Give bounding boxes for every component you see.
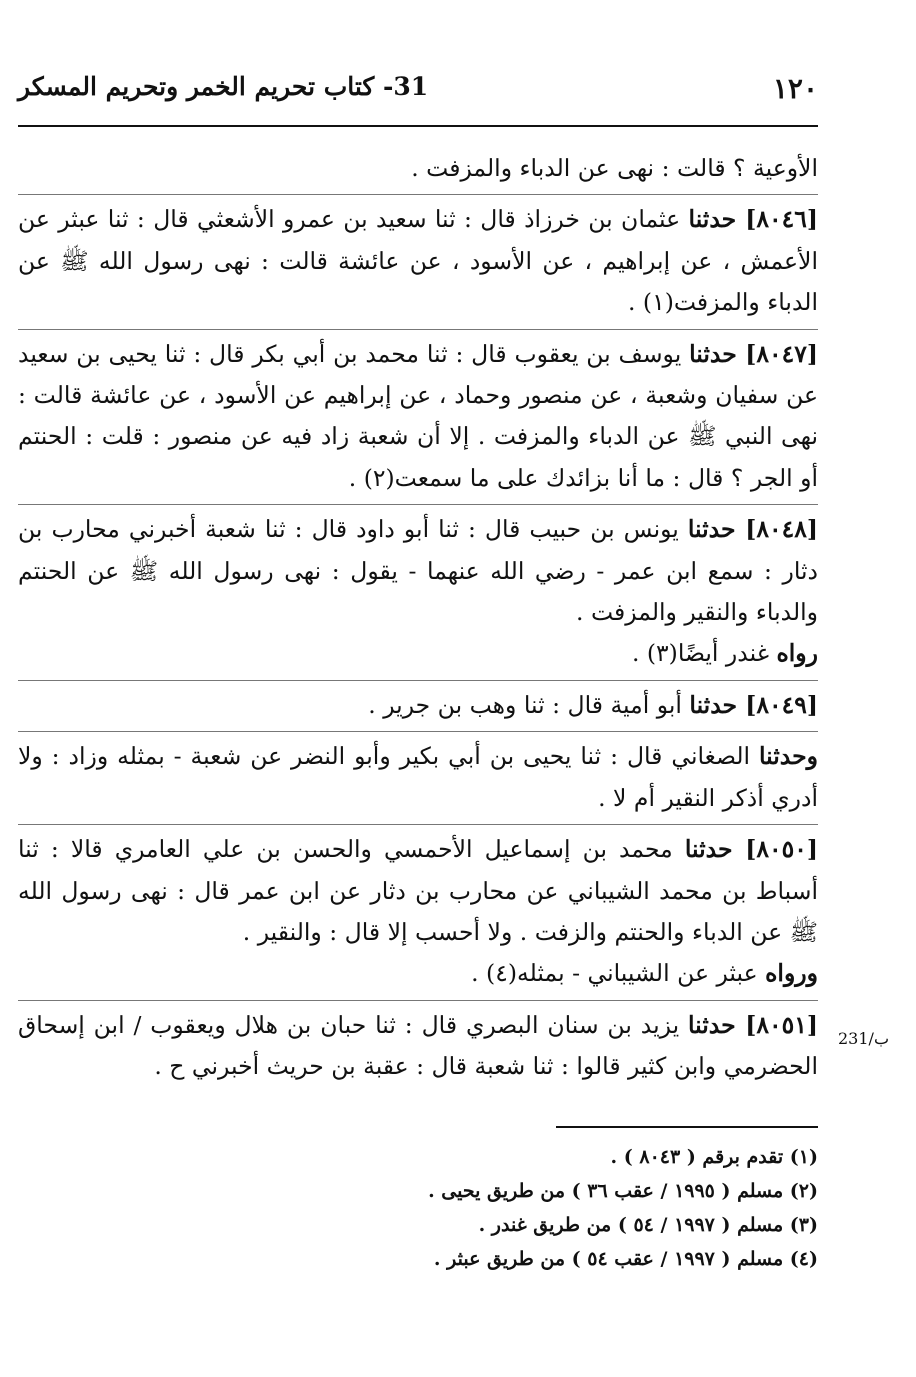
- narration-note: رواه غندر أيضًا(٣) .: [631, 639, 818, 668]
- narration-note: وحدثنا الصغاني قال : ثنا يحيى بن أبي بكير وأبو النضر عن شعبة - بمثله وزاد : ولا أدري أذكر النقير أم لا .: [18, 742, 818, 812]
- chapter-title: 31- كتاب تحريم الخمر وتحريم المسكر: [18, 72, 429, 101]
- separator: [18, 504, 818, 505]
- hadith-8050: [٨٠٥٠] حدثنا محمد بن إسماعيل الأحمسي والحسن بن علي العامري قالا : ثنا أسباط بن محمد الشيباني عن محارب بن دثار عن ابن عمر قال : نهى رسول الله ﷺ عن الدباء والحنتم والزفت . ولا أحسب إلا قال : والنقير .: [18, 835, 818, 946]
- hadith-8048: [٨٠٤٨] حدثنا يونس بن حبيب قال : ثنا أبو داود قال : ثنا شعبة أخبرني محارب بن دثار : سمع ابن عمر - رضي الله عنهما - يقول : نهى رسول الله ﷺ عن الحنتم والدباء والنقير والمزفت .: [18, 515, 818, 627]
- narration-lead: وحدثنا: [758, 742, 818, 771]
- hadith-lead: [٨٠٥١] حدثنا: [688, 1010, 818, 1039]
- footnote: (٢) مسلم ( ١٩٩٥ / عقب ٣٦ ) من طريق يحيى .: [428, 1180, 818, 1202]
- hadith-lead: [٨٠٤٩] حدثنا: [689, 690, 818, 719]
- manuscript-folio-marker: 231/ب: [838, 1029, 889, 1048]
- hadith-lead: [٨٠٥٠] حدثنا: [684, 835, 818, 864]
- header-rule: [18, 125, 818, 127]
- hadith-lead: [٨٠٤٦] حدثنا: [688, 205, 818, 234]
- hadith-8049: [٨٠٤٩] حدثنا أبو أمية قال : ثنا وهب بن جرير .: [368, 690, 818, 719]
- separator: [18, 824, 818, 825]
- narration-note: ورواه عبثر عن الشيباني - بمثله(٤) .: [471, 959, 818, 988]
- separator: [18, 1000, 818, 1001]
- hadith-lead: [٨٠٤٧] حدثنا: [689, 339, 818, 368]
- hadith-8047: [٨٠٤٧] حدثنا يوسف بن يعقوب قال : ثنا محمد بن أبي بكر قال : ثنا يحيى بن سعيد عن سفيان وشعبة ، عن منصور وحماد ، عن إبراهيم عن الأسود ، عن عائشة قالت : نهى النبي ﷺ عن الدباء والمزفت . إلا أن شعبة زاد فيه عن منصور : قلت : الحنتم أو الجر ؟ قال : ما أنا بزائدك على ما سمعت(٢) .: [18, 339, 818, 492]
- narration-lead: رواه: [776, 639, 818, 668]
- hadith-lead: [٨٠٤٨] حدثنا: [687, 515, 818, 544]
- separator: [18, 731, 818, 732]
- footnote: (١) تقدم برقم ( ٨٠٤٣ ) .: [610, 1146, 818, 1168]
- hadith-8046: [٨٠٤٦] حدثنا عثمان بن خرزاذ قال : ثنا سعيد بن عمرو الأشعثي قال : ثنا عبثر عن الأعمش ، عن إبراهيم ، عن الأسود ، عن عائشة قالت : نهى رسول الله ﷺ عن الدباء والمزفت(١) .: [18, 205, 818, 317]
- footnotes: [18, 1140, 818, 1276]
- hadith-8051: [٨٠٥١] حدثنا يزيد بن سنان البصري قال : ثنا حبان بن هلال ويعقوب / ابن إسحاق الحضرمي وابن كثير قالوا : ثنا شعبة قال : عقبة بن حريث أخبرني ح .: [18, 1010, 818, 1081]
- footnote: (٣) مسلم ( ١٩٩٧ / ٥٤ ) من طريق غندر .: [478, 1214, 818, 1236]
- paragraph: الأوعية ؟ قالت : نهى عن الدباء والمزفت .: [411, 154, 818, 182]
- page-number: ١٢٠: [772, 72, 818, 105]
- footnote-rule: [556, 1126, 818, 1128]
- body-text: [18, 148, 818, 1088]
- separator: [18, 194, 818, 195]
- page-header: [18, 72, 818, 112]
- narration-lead: ورواه: [765, 959, 818, 988]
- separator: [18, 329, 818, 330]
- footnote: (٤) مسلم ( ١٩٩٧ / عقب ٥٤ ) من طريق عبثر .: [433, 1248, 818, 1270]
- separator: [18, 680, 818, 681]
